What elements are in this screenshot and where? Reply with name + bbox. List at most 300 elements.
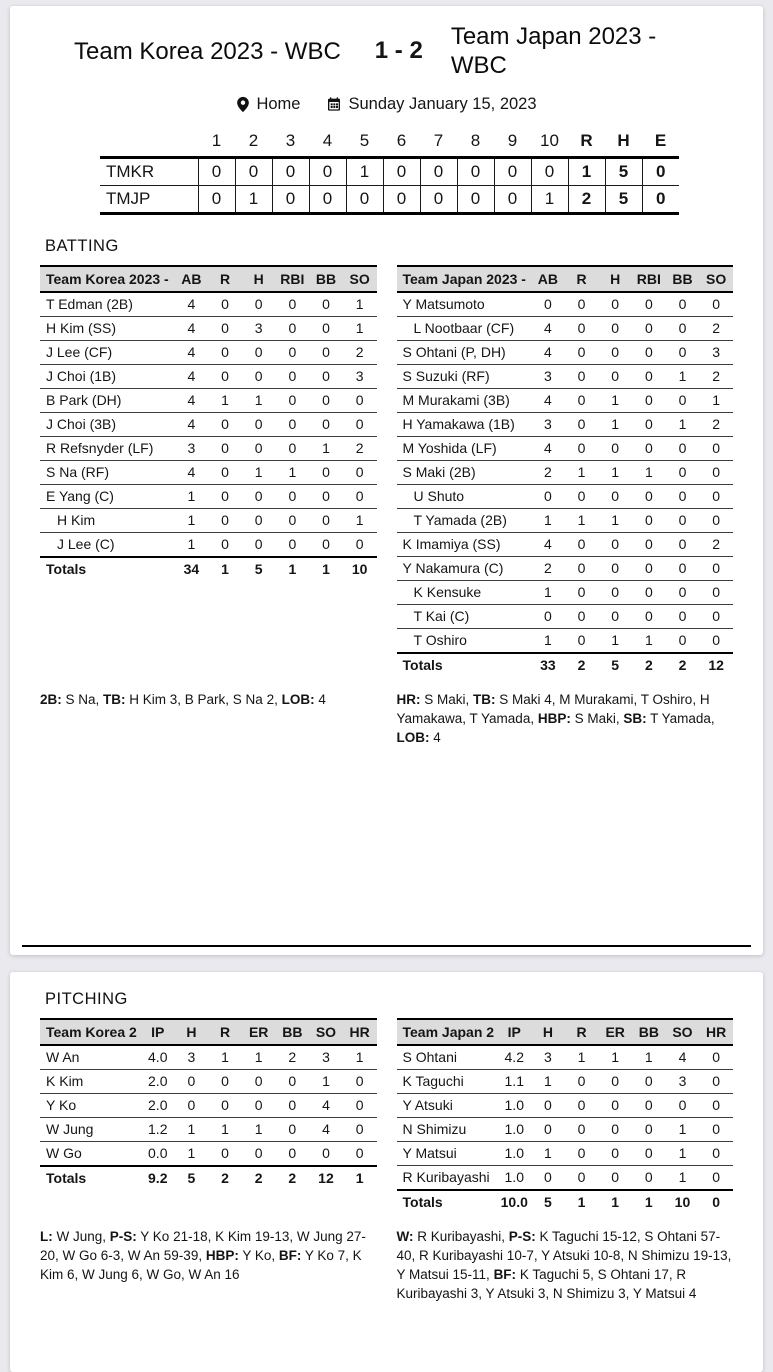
stat-value: 0 (208, 532, 242, 557)
player-name: H Kim (SS) (40, 316, 175, 340)
totals-value: 12 (309, 1166, 343, 1190)
stat-value: 4 (175, 388, 209, 412)
stat-value: 1 (242, 1045, 276, 1070)
stat-header-row (40, 1019, 377, 1045)
linescore-col-header: 7 (420, 130, 457, 158)
stat-value: 0 (598, 580, 632, 604)
stat-col-header: H (175, 1019, 209, 1045)
linescore-col-header: 1 (198, 130, 235, 158)
player-name: J Lee (C) (40, 532, 175, 557)
boxscore-page-1 (10, 6, 763, 955)
totals-value: 2 (565, 653, 599, 677)
player-name: M Yoshida (LF) (397, 436, 532, 460)
player-name: L Nootbaar (CF) (397, 316, 532, 340)
stat-value: 0 (632, 556, 666, 580)
pitching-table-japan (397, 1018, 734, 1214)
stat-value: 1.0 (497, 1094, 531, 1118)
location-label: Home (256, 94, 301, 113)
player-name: W Go (40, 1142, 141, 1167)
stat-value: 1 (242, 1118, 276, 1142)
player-name: S Na (RF) (40, 460, 175, 484)
stat-value: 1 (343, 292, 377, 317)
stat-value: 3 (309, 1045, 343, 1070)
linescore-col-header: 8 (457, 130, 494, 158)
stat-value: 0 (343, 388, 377, 412)
stat-value: 0 (565, 580, 599, 604)
linescore-col-header: 9 (494, 130, 531, 158)
note-label: L: (40, 1229, 53, 1244)
stat-value: 0 (309, 532, 343, 557)
stat-header-row (397, 1019, 734, 1045)
stat-value: 0 (666, 484, 700, 508)
stat-value: 0 (276, 388, 310, 412)
player-row (40, 484, 377, 508)
stat-value: 1 (565, 1045, 599, 1070)
stat-value: 1 (242, 460, 276, 484)
player-name: B Park (DH) (40, 388, 175, 412)
stat-value: 0 (276, 364, 310, 388)
stat-value: 0 (276, 412, 310, 436)
batting-table-japan (397, 265, 734, 677)
stat-value: 1 (531, 508, 565, 532)
stat-col-header: HR (699, 1019, 733, 1045)
inning-score-cell: 0 (420, 157, 457, 185)
player-name: K Imamiya (SS) (397, 532, 532, 556)
pitching-notes-row (10, 1227, 763, 1304)
stat-value: 1 (208, 388, 242, 412)
stat-value: 0 (699, 508, 733, 532)
stat-value: 4 (175, 460, 209, 484)
stat-value: 2 (531, 460, 565, 484)
stat-value: 1 (666, 1142, 700, 1166)
stat-value: 0 (242, 292, 276, 317)
inning-score-cell: 0 (272, 157, 309, 185)
stat-value: 0 (531, 604, 565, 628)
player-row (40, 436, 377, 460)
stat-value: 0 (565, 364, 599, 388)
totals-value: 1 (343, 1166, 377, 1190)
stat-value: 3 (531, 364, 565, 388)
totals-value: 2 (632, 653, 666, 677)
stat-col-header: ER (598, 1019, 632, 1045)
stat-value: 0 (598, 1118, 632, 1142)
stat-table-header (40, 1019, 377, 1045)
inning-score-cell: 1 (346, 157, 383, 185)
team-label: Team Korea 2 (40, 1019, 141, 1045)
stat-value: 0 (343, 532, 377, 557)
stat-value: 4.0 (141, 1045, 175, 1070)
stat-value: 0 (208, 436, 242, 460)
player-row (397, 1045, 734, 1070)
stat-value: 4 (175, 292, 209, 317)
stat-value: 2.0 (141, 1094, 175, 1118)
note-label: 2B: (40, 691, 62, 707)
totals-row (397, 653, 734, 677)
stat-value: 0 (276, 1094, 310, 1118)
stat-value: 1 (531, 1142, 565, 1166)
stat-value: 0 (276, 508, 310, 532)
stat-value: 0 (565, 1142, 599, 1166)
stat-value: 0 (632, 604, 666, 628)
batting-notes-korea: 2B: S Na, TB: H Kim 3, B Park, S Na 2, LOB: 4 (40, 691, 326, 707)
stat-value: 0 (208, 292, 242, 317)
stat-value: 4 (531, 316, 565, 340)
stat-value: 0 (276, 292, 310, 317)
stat-value: 1 (666, 412, 700, 436)
stat-value: 0 (632, 316, 666, 340)
stat-value: 0 (598, 1094, 632, 1118)
inning-score-cell: 1 (531, 185, 568, 213)
batting-notes-row (10, 690, 763, 747)
stat-value: 1 (531, 580, 565, 604)
rhe-score-cell: 2 (568, 185, 605, 213)
stat-value: 0 (598, 364, 632, 388)
inning-score-cell: 0 (383, 157, 420, 185)
linescore-team-abbr: TMKR (100, 157, 198, 185)
stat-value: 1 (343, 508, 377, 532)
stat-value: 0 (242, 1070, 276, 1094)
player-name: M Murakami (3B) (397, 388, 532, 412)
stat-value: 1 (632, 1045, 666, 1070)
inning-score-cell: 0 (531, 157, 568, 185)
stat-value: 0 (343, 1142, 377, 1167)
stat-value: 3 (531, 412, 565, 436)
linescore-header-row (100, 130, 679, 158)
totals-value: 9.2 (141, 1166, 175, 1190)
stat-col-header: ER (242, 1019, 276, 1045)
stat-col-header: SO (666, 1019, 700, 1045)
player-name: Y Matsumoto (397, 292, 532, 317)
stat-value: 2 (699, 412, 733, 436)
stat-value: 1 (632, 460, 666, 484)
stat-col-header: RBI (276, 266, 310, 292)
stat-value: 0 (565, 316, 599, 340)
pitching-notes-japan: W: R Kuribayashi, P-S: K Taguchi 15-12, S Ohtani 57-40, R Kuribayashi 10-7, Y Atsuki 10-8, N Shimizu 19-13, Y Matsui 15-11, BF: K Taguchi 5, S Ohtani 17, R Kuribayashi 3, Y Atsuki 3, N Shimizu 3, Y Matsui 4 (396, 1229, 732, 1302)
stat-value: 0 (632, 436, 666, 460)
stat-value: 1 (632, 628, 666, 653)
stat-value: 0 (666, 340, 700, 364)
totals-row (397, 1190, 734, 1214)
linescore-col-header: 6 (383, 130, 420, 158)
linescore-body (100, 157, 679, 213)
player-row (40, 292, 377, 317)
linescore-col-header: 10 (531, 130, 568, 158)
pitching-section-label: PITCHING (45, 990, 128, 1008)
totals-value: 5 (242, 557, 276, 581)
stat-value: 0 (632, 364, 666, 388)
inning-score-cell: 0 (309, 185, 346, 213)
stat-value: 0 (531, 484, 565, 508)
note-label: LOB: (281, 691, 315, 707)
stat-value: 3 (242, 316, 276, 340)
stat-value: 0 (242, 508, 276, 532)
team-label: Team Japan 2 (397, 1019, 498, 1045)
stat-value: 0 (666, 436, 700, 460)
stat-value: 0 (699, 460, 733, 484)
stat-value: 1 (175, 532, 209, 557)
totals-value: 0 (699, 1190, 733, 1214)
stat-value: 0 (309, 388, 343, 412)
totals-row (40, 1166, 377, 1190)
stat-value: 4 (531, 532, 565, 556)
note-label: HBP: (205, 1248, 239, 1264)
stat-value: 0 (175, 1094, 209, 1118)
player-row (397, 604, 734, 628)
stat-value: 2 (531, 556, 565, 580)
note-label: HBP: (537, 710, 571, 726)
stat-value: 1.0 (497, 1142, 531, 1166)
stat-value: 2 (699, 316, 733, 340)
location-pin-icon (236, 96, 250, 113)
stat-col-header: H (531, 1019, 565, 1045)
stat-col-header: H (242, 266, 276, 292)
linescore-col-header: R (568, 130, 605, 158)
totals-value: 2 (208, 1166, 242, 1190)
note-label: LOB: (396, 729, 430, 745)
stat-value: 0 (309, 340, 343, 364)
totals-value: 1 (276, 557, 310, 581)
stat-value: 0 (531, 1166, 565, 1191)
stat-value: 1 (175, 508, 209, 532)
stat-value: 0 (666, 580, 700, 604)
stat-value: 0 (309, 292, 343, 317)
stat-value: 2.0 (141, 1070, 175, 1094)
calendar-icon (326, 96, 342, 112)
stat-value: 0 (565, 484, 599, 508)
stat-col-header: BB (666, 266, 700, 292)
stat-value: 0 (632, 292, 666, 317)
stat-value: 0 (699, 1094, 733, 1118)
player-row (40, 532, 377, 557)
stat-table-body (40, 1045, 377, 1190)
stat-value: 0 (666, 292, 700, 317)
stat-value: 1 (598, 460, 632, 484)
stat-value: 2 (276, 1045, 310, 1070)
stat-value: 0 (276, 316, 310, 340)
linescore-header (100, 130, 679, 158)
stat-value: 0 (565, 628, 599, 653)
stat-value: 0 (565, 604, 599, 628)
stat-value: 0 (531, 1118, 565, 1142)
linescore-col-header: 4 (309, 130, 346, 158)
stat-value: 1 (175, 484, 209, 508)
player-name: T Oshiro (397, 628, 532, 653)
stat-value: 0.0 (141, 1142, 175, 1167)
stat-value: 0 (208, 1094, 242, 1118)
stat-value: 3 (175, 436, 209, 460)
stat-value: 0 (699, 484, 733, 508)
stat-value: 0 (632, 1142, 666, 1166)
stat-value: 3 (666, 1070, 700, 1094)
player-row (397, 580, 734, 604)
stat-table-body (397, 1045, 734, 1214)
batting-tables-row (10, 265, 763, 677)
inning-score-cell: 0 (420, 185, 457, 213)
stat-value: 0 (598, 1070, 632, 1094)
batting-table-korea (40, 265, 377, 581)
note-label: W: (396, 1229, 414, 1244)
totals-value: 1 (565, 1190, 599, 1214)
player-name: Y Matsui (397, 1142, 498, 1166)
player-name: H Yamakawa (1B) (397, 412, 532, 436)
player-name: T Yamada (2B) (397, 508, 532, 532)
stat-table-header (397, 266, 734, 292)
score-header (10, 6, 763, 81)
totals-value: 1 (598, 1190, 632, 1214)
player-name: J Lee (CF) (40, 340, 175, 364)
stat-value: 0 (666, 316, 700, 340)
note-label: BF: (278, 1248, 302, 1264)
stat-value: 0 (531, 292, 565, 317)
player-name: R Refsnyder (LF) (40, 436, 175, 460)
stat-value: 0 (632, 508, 666, 532)
stat-value: 0 (343, 460, 377, 484)
player-row (397, 508, 734, 532)
inning-score-cell: 0 (383, 185, 420, 213)
stat-value: 1 (175, 1118, 209, 1142)
player-row (40, 1142, 377, 1167)
linescore-col-header: 5 (346, 130, 383, 158)
stat-value: 0 (598, 532, 632, 556)
inning-score-cell: 1 (235, 185, 272, 213)
stat-value: 0 (276, 532, 310, 557)
stat-col-header: IP (141, 1019, 175, 1045)
note-label: SB: (623, 710, 647, 726)
player-name: S Ohtani (397, 1045, 498, 1070)
stat-value: 0 (208, 412, 242, 436)
stat-value: 0 (242, 1142, 276, 1167)
stat-value: 0 (565, 436, 599, 460)
stat-value: 0 (242, 364, 276, 388)
player-row (397, 292, 734, 317)
player-row (397, 1070, 734, 1094)
linescore-row (100, 157, 679, 185)
stat-col-header: BB (276, 1019, 310, 1045)
stat-value: 4 (666, 1045, 700, 1070)
stat-table-body (40, 292, 377, 581)
stat-value: 0 (632, 484, 666, 508)
player-row (397, 556, 734, 580)
player-name: S Maki (2B) (397, 460, 532, 484)
stat-value: 1 (565, 508, 599, 532)
player-name: T Kai (C) (397, 604, 532, 628)
stat-value: 0 (666, 532, 700, 556)
game-meta-row (10, 95, 763, 114)
stat-value: 0 (565, 292, 599, 317)
stat-value: 1 (175, 1142, 209, 1167)
player-row (40, 364, 377, 388)
stat-col-header: BB (632, 1019, 666, 1045)
player-name: Y Atsuki (397, 1094, 498, 1118)
stat-col-header: SO (309, 1019, 343, 1045)
final-score: 1 - 2 (374, 37, 423, 65)
player-row (397, 1166, 734, 1191)
stat-value: 4 (531, 388, 565, 412)
note-label: P-S: (109, 1229, 137, 1244)
player-name: R Kuribayashi (397, 1166, 498, 1191)
player-name: N Shimizu (397, 1118, 498, 1142)
location-item (236, 95, 300, 114)
player-name: U Shuto (397, 484, 532, 508)
stat-value: 4.2 (497, 1045, 531, 1070)
player-row (397, 532, 734, 556)
stat-value: 0 (632, 388, 666, 412)
stat-value: 0 (632, 532, 666, 556)
stat-value: 0 (632, 340, 666, 364)
stat-value: 0 (276, 1118, 310, 1142)
stat-value: 2 (343, 436, 377, 460)
stat-value: 0 (565, 1166, 599, 1191)
stat-value: 0 (565, 1118, 599, 1142)
totals-value: 2 (242, 1166, 276, 1190)
linescore-team-col-header (100, 130, 198, 158)
stat-value: 0 (208, 1142, 242, 1167)
totals-value: 5 (598, 653, 632, 677)
stat-value: 0 (208, 340, 242, 364)
stat-col-header: AB (531, 266, 565, 292)
player-row (397, 460, 734, 484)
stat-value: 0 (565, 532, 599, 556)
inning-score-cell: 0 (198, 157, 235, 185)
player-name: J Choi (3B) (40, 412, 175, 436)
inning-score-cell: 0 (494, 157, 531, 185)
stat-col-header: SO (343, 266, 377, 292)
stat-value: 1 (242, 388, 276, 412)
stat-value: 1 (598, 388, 632, 412)
stat-value: 0 (242, 412, 276, 436)
stat-value: 0 (343, 1118, 377, 1142)
linescore-team-abbr: TMJP (100, 185, 198, 213)
team-label: Team Korea 2023 - (40, 266, 175, 292)
player-name: K Kensuke (397, 580, 532, 604)
player-row (397, 412, 734, 436)
stat-col-header: R (565, 1019, 599, 1045)
linescore-col-header: 2 (235, 130, 272, 158)
totals-value: 10.0 (497, 1190, 531, 1214)
stat-value: 0 (309, 508, 343, 532)
stat-value: 4 (309, 1094, 343, 1118)
stat-value: 0 (309, 460, 343, 484)
linescore-col-header: E (642, 130, 679, 158)
note-label: P-S: (508, 1229, 536, 1244)
stat-value: 0 (666, 388, 700, 412)
player-row (397, 436, 734, 460)
stat-value: 0 (208, 460, 242, 484)
player-row (40, 1045, 377, 1070)
stat-value: 3 (175, 1045, 209, 1070)
stat-value: 1 (343, 316, 377, 340)
inning-score-cell: 0 (457, 185, 494, 213)
stat-header-row (397, 266, 734, 292)
player-row (40, 508, 377, 532)
stat-value: 0 (175, 1070, 209, 1094)
stat-value: 1 (208, 1118, 242, 1142)
stat-value: 1.0 (497, 1166, 531, 1191)
batting-notes-japan: HR: S Maki, TB: S Maki 4, M Murakami, T Oshiro, H Yamakawa, T Yamada, HBP: S Maki, SB: T Yamada, LOB: 4 (396, 691, 715, 745)
inning-score-cell: 0 (198, 185, 235, 213)
player-name: Y Ko (40, 1094, 141, 1118)
pitching-notes-korea: L: W Jung, P-S: Y Ko 21-18, K Kim 19-13, W Jung 27-20, W Go 6-3, W An 59-39, HBP: Y Ko, BF: Y Ko 7, K Kim 6, W Jung 6, W Go, W An 16 (40, 1229, 366, 1283)
stat-value: 1 (598, 628, 632, 653)
totals-value: 5 (531, 1190, 565, 1214)
note-label: HR: (396, 691, 421, 707)
pitching-tables-row (10, 1018, 763, 1214)
player-row (40, 460, 377, 484)
player-name: W An (40, 1045, 141, 1070)
stat-value: 0 (666, 604, 700, 628)
totals-value: 2 (666, 653, 700, 677)
stat-value: 0 (598, 604, 632, 628)
